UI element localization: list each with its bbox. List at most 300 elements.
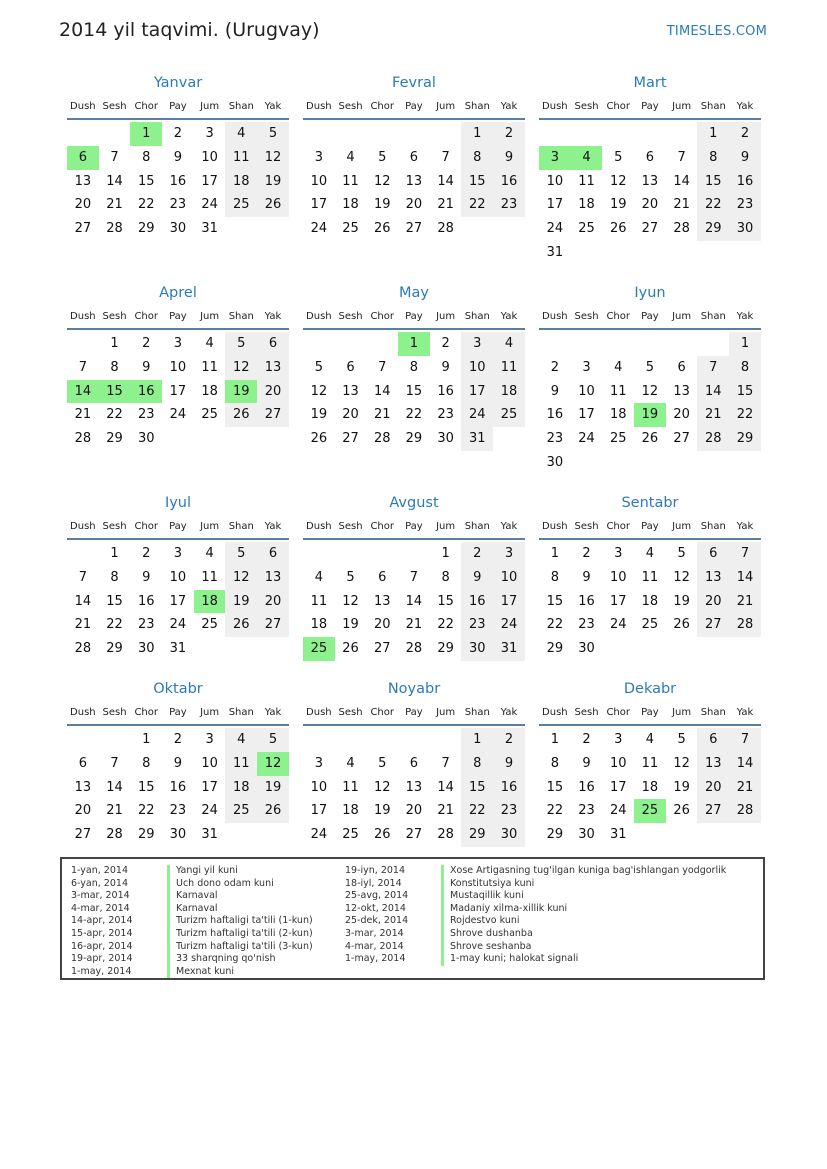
day-cell: 22 bbox=[697, 193, 729, 217]
day-cell: 23 bbox=[137, 617, 155, 633]
legend-date: 1-may, 2014 bbox=[345, 953, 406, 965]
day-cell: 2 bbox=[142, 546, 151, 561]
day-cell: 27 bbox=[74, 221, 92, 237]
day-cell: 28 bbox=[437, 827, 454, 843]
day-cell: 22 bbox=[546, 803, 564, 819]
weekday-label: Sesh bbox=[102, 521, 127, 532]
day-cell: 26 bbox=[257, 193, 289, 217]
legend-date: 3-mar, 2014 bbox=[345, 927, 404, 939]
day-cell: 25 bbox=[342, 827, 359, 843]
day-cell: 9 bbox=[173, 755, 183, 771]
weekday-label: Shan bbox=[464, 707, 490, 718]
day-cell: 8 bbox=[110, 359, 119, 375]
day-cell: 26 bbox=[373, 221, 391, 237]
day-cell: 27 bbox=[405, 221, 423, 237]
day-cell: 28 bbox=[74, 431, 92, 447]
legend-row bbox=[345, 953, 726, 966]
day-cell: 4 bbox=[346, 149, 355, 165]
day-cell: 20 bbox=[74, 803, 92, 819]
month-name: Yanvar bbox=[153, 75, 203, 91]
legend-holiday-name: Karnaval bbox=[176, 890, 218, 902]
legend-marker bbox=[167, 903, 170, 916]
legend-holiday-name: Madaniy xilma-xillik kuni bbox=[450, 902, 568, 914]
day-cell: 24 bbox=[461, 403, 493, 427]
day-cell: 11 bbox=[641, 569, 659, 585]
legend-row bbox=[71, 878, 313, 891]
day-cell: 17 bbox=[201, 173, 218, 189]
day-cell: 22 bbox=[461, 799, 493, 823]
legend-marker bbox=[167, 966, 170, 979]
day-cell: 1 bbox=[110, 336, 119, 351]
empty-cell bbox=[398, 122, 430, 146]
weekday-header bbox=[67, 702, 289, 726]
day-cell: 16 bbox=[461, 590, 493, 614]
day-cell: 13 bbox=[697, 752, 729, 776]
day-cell: 29 bbox=[437, 641, 454, 657]
month-yanvar bbox=[67, 73, 289, 241]
day-cell: 22 bbox=[461, 193, 493, 217]
day-cell: 1 bbox=[441, 546, 450, 561]
day-grid bbox=[303, 542, 525, 661]
day-cell: 25 bbox=[342, 221, 359, 237]
weekday-label: Dush bbox=[306, 707, 332, 718]
day-cell: 3 bbox=[205, 126, 214, 141]
day-cell: 10 bbox=[609, 569, 627, 585]
day-cell: 27 bbox=[697, 799, 729, 823]
day-cell: 19 bbox=[373, 197, 391, 213]
day-cell: 22 bbox=[106, 407, 123, 423]
weekday-label: Dush bbox=[306, 521, 332, 532]
weekday-label: Jum bbox=[672, 101, 692, 112]
weekday-label: Jum bbox=[200, 521, 220, 532]
day-cell: 12 bbox=[225, 566, 257, 590]
month-noyabr bbox=[303, 679, 525, 847]
weekday-header bbox=[539, 306, 761, 330]
day-cell: 1 bbox=[550, 546, 559, 561]
day-cell: 24 bbox=[609, 803, 627, 819]
weekday-label: Sesh bbox=[338, 521, 363, 532]
day-cell: 8 bbox=[409, 359, 419, 375]
day-cell: 26 bbox=[673, 803, 690, 819]
day-cell: 27 bbox=[673, 431, 690, 447]
day-cell: 21 bbox=[74, 617, 92, 633]
legend-date: 12-okt, 2014 bbox=[345, 902, 406, 914]
day-cell: 24 bbox=[609, 617, 627, 633]
weekday-label: Sesh bbox=[338, 311, 363, 322]
day-cell: 2 bbox=[493, 728, 525, 752]
brand-link[interactable]: TIMESLES.COM bbox=[666, 24, 767, 39]
weekday-label: Yak bbox=[736, 311, 754, 322]
weekday-label: Chor bbox=[134, 311, 158, 322]
legend-row bbox=[345, 865, 726, 878]
day-cell: 29 bbox=[729, 427, 761, 451]
day-cell: 9 bbox=[142, 569, 151, 585]
legend-date: 19-iyn, 2014 bbox=[345, 865, 406, 876]
weekday-label: Chor bbox=[606, 707, 630, 718]
weekday-label: Chor bbox=[606, 521, 630, 532]
legend-holiday-name: Mexnat kuni bbox=[176, 965, 234, 977]
day-cell: 18 bbox=[609, 407, 627, 423]
day-cell: 3 bbox=[314, 755, 323, 771]
day-cell: 12 bbox=[673, 755, 690, 771]
day-cell: 13 bbox=[342, 383, 359, 399]
day-cell: 31 bbox=[201, 221, 218, 237]
empty-cell bbox=[67, 332, 99, 356]
day-cell: 18 bbox=[641, 593, 659, 609]
legend-date: 14-apr, 2014 bbox=[71, 915, 133, 927]
day-cell: 5 bbox=[645, 359, 655, 375]
day-cell: 30 bbox=[578, 641, 595, 657]
day-cell: 27 bbox=[257, 403, 289, 427]
weekday-label: Pay bbox=[405, 521, 423, 532]
day-cell: 21 bbox=[106, 803, 123, 819]
weekday-label: Yak bbox=[736, 101, 754, 112]
day-cell: 19 bbox=[373, 803, 391, 819]
legend-column-left bbox=[71, 865, 313, 978]
legend-row bbox=[345, 941, 726, 954]
weekday-label: Jum bbox=[672, 311, 692, 322]
day-cell: 18 bbox=[342, 803, 359, 819]
empty-cell bbox=[398, 728, 430, 752]
day-cell: 9 bbox=[729, 146, 761, 170]
day-cell: 8 bbox=[110, 569, 119, 585]
day-cell: 9 bbox=[582, 755, 591, 771]
weekday-label: Shan bbox=[464, 101, 490, 112]
day-cell: 25 bbox=[225, 193, 257, 217]
day-cell: 8 bbox=[697, 146, 729, 170]
day-cell: 13 bbox=[697, 566, 729, 590]
day-cell: 29 bbox=[405, 431, 423, 447]
day-cell: 20 bbox=[74, 197, 92, 213]
day-cell: 27 bbox=[405, 827, 423, 843]
weekday-label: Yak bbox=[736, 707, 754, 718]
day-cell: 8 bbox=[550, 569, 559, 585]
day-cell: 23 bbox=[493, 799, 525, 823]
day-cell: 1 bbox=[461, 728, 493, 752]
day-cell: 13 bbox=[74, 173, 92, 189]
legend-marker bbox=[441, 928, 444, 941]
weekday-label: Pay bbox=[169, 101, 187, 112]
day-cell: 5 bbox=[677, 546, 686, 561]
day-cell: 7 bbox=[697, 356, 729, 380]
weekday-header bbox=[539, 96, 761, 120]
day-cell: 29 bbox=[697, 217, 729, 241]
legend-marker bbox=[441, 878, 444, 891]
legend-holiday-name: Shrove dushanba bbox=[450, 927, 533, 939]
day-cell: 4 bbox=[614, 359, 623, 375]
day-cell: 10 bbox=[310, 779, 328, 795]
day-cell: 2 bbox=[142, 336, 151, 351]
day-cell: 25 bbox=[609, 431, 627, 447]
day-cell: 1 bbox=[461, 122, 493, 146]
day-cell: 20 bbox=[257, 590, 289, 614]
day-cell: 17 bbox=[578, 407, 595, 423]
legend-marker bbox=[167, 941, 170, 954]
day-cell: 26 bbox=[373, 827, 391, 843]
day-cell: 23 bbox=[437, 407, 454, 423]
day-cell: 28 bbox=[697, 427, 729, 451]
day-cell: 17 bbox=[169, 383, 187, 399]
weekday-label: Yak bbox=[500, 101, 518, 112]
month-name: Dekabr bbox=[623, 681, 677, 697]
day-cell: 26 bbox=[609, 221, 627, 237]
day-cell: 18 bbox=[493, 380, 525, 404]
empty-cell bbox=[303, 542, 335, 566]
empty-cell bbox=[335, 332, 367, 356]
day-cell: 22 bbox=[137, 197, 155, 213]
month-name: Sentabr bbox=[621, 495, 679, 511]
day-cell: 8 bbox=[729, 356, 761, 380]
day-cell: 27 bbox=[74, 827, 92, 843]
weekday-label: Pay bbox=[169, 521, 187, 532]
day-cell: 11 bbox=[493, 356, 525, 380]
holiday-day-cell: 1 bbox=[130, 122, 162, 146]
legend-holiday-name: Karnaval bbox=[176, 902, 218, 914]
weekday-label: Dush bbox=[306, 311, 332, 322]
day-cell: 17 bbox=[310, 803, 328, 819]
day-cell: 24 bbox=[201, 197, 218, 213]
day-cell: 28 bbox=[673, 221, 690, 237]
day-cell: 11 bbox=[578, 173, 595, 189]
day-cell: 12 bbox=[342, 593, 359, 609]
day-cell: 5 bbox=[346, 569, 355, 585]
holiday-day-cell: 25 bbox=[634, 799, 666, 823]
day-cell: 4 bbox=[645, 546, 655, 561]
legend-row bbox=[345, 915, 726, 928]
weekday-header bbox=[303, 96, 525, 120]
empty-cell bbox=[602, 332, 634, 356]
day-cell: 4 bbox=[205, 336, 214, 351]
empty-cell bbox=[666, 332, 698, 356]
day-cell: 9 bbox=[441, 359, 450, 375]
empty-cell bbox=[539, 122, 571, 146]
day-cell: 15 bbox=[729, 380, 761, 404]
weekday-label: Shan bbox=[228, 707, 254, 718]
empty-cell bbox=[67, 542, 99, 566]
day-cell: 19 bbox=[342, 617, 359, 633]
day-cell: 3 bbox=[461, 332, 493, 356]
day-cell: 16 bbox=[437, 383, 454, 399]
day-cell: 23 bbox=[578, 803, 595, 819]
day-cell: 19 bbox=[310, 407, 328, 423]
day-cell: 26 bbox=[225, 403, 257, 427]
day-cell: 16 bbox=[546, 407, 564, 423]
day-cell: 18 bbox=[225, 776, 257, 800]
day-cell: 5 bbox=[314, 359, 323, 375]
day-cell: 13 bbox=[257, 566, 289, 590]
weekday-label: Shan bbox=[228, 521, 254, 532]
day-cell: 6 bbox=[257, 332, 289, 356]
day-cell: 6 bbox=[409, 149, 419, 165]
day-cell: 9 bbox=[173, 149, 183, 165]
day-cell: 11 bbox=[342, 779, 359, 795]
day-cell: 17 bbox=[546, 197, 564, 213]
weekday-label: Jum bbox=[436, 707, 456, 718]
legend-marker bbox=[441, 903, 444, 916]
weekday-label: Jum bbox=[672, 707, 692, 718]
day-cell: 26 bbox=[641, 431, 659, 447]
weekday-label: Chor bbox=[606, 101, 630, 112]
day-cell: 24 bbox=[201, 803, 218, 819]
day-cell: 22 bbox=[546, 617, 564, 633]
day-cell: 15 bbox=[405, 383, 423, 399]
weekday-label: Yak bbox=[264, 101, 282, 112]
day-cell: 4 bbox=[314, 569, 323, 585]
legend-row bbox=[71, 966, 313, 979]
legend-holiday-name: Rojdestvo kuni bbox=[450, 915, 520, 927]
day-cell: 2 bbox=[441, 336, 450, 351]
day-cell: 29 bbox=[106, 641, 123, 657]
weekday-label: Pay bbox=[641, 311, 659, 322]
day-cell: 7 bbox=[378, 359, 387, 375]
month-name: Avgust bbox=[389, 495, 439, 511]
day-cell: 6 bbox=[645, 149, 655, 165]
day-cell: 27 bbox=[342, 431, 359, 447]
day-cell: 15 bbox=[546, 593, 564, 609]
day-cell: 14 bbox=[673, 173, 690, 189]
day-cell: 19 bbox=[225, 590, 257, 614]
day-cell: 10 bbox=[169, 569, 187, 585]
day-cell: 2 bbox=[582, 732, 591, 747]
day-cell: 19 bbox=[257, 776, 289, 800]
weekday-label: Sesh bbox=[102, 101, 127, 112]
day-cell: 29 bbox=[106, 431, 123, 447]
weekday-header bbox=[539, 516, 761, 540]
day-cell: 17 bbox=[493, 590, 525, 614]
day-cell: 27 bbox=[257, 613, 289, 637]
day-cell: 5 bbox=[378, 149, 387, 165]
day-cell: 12 bbox=[641, 383, 659, 399]
day-cell: 29 bbox=[137, 827, 155, 843]
month-iyun bbox=[539, 283, 761, 475]
day-cell: 24 bbox=[578, 431, 595, 447]
empty-cell bbox=[697, 332, 729, 356]
day-cell: 29 bbox=[461, 823, 493, 847]
weekday-header bbox=[303, 516, 525, 540]
day-cell: 11 bbox=[201, 569, 218, 585]
empty-cell bbox=[366, 122, 398, 146]
legend-date: 25-dek, 2014 bbox=[345, 915, 409, 927]
weekday-label: Sesh bbox=[574, 311, 599, 322]
day-cell: 21 bbox=[729, 590, 761, 614]
day-cell: 26 bbox=[673, 617, 690, 633]
weekday-label: Dush bbox=[70, 311, 96, 322]
legend-date: 1-may, 2014 bbox=[71, 965, 132, 977]
legend-row bbox=[71, 865, 313, 878]
day-cell: 9 bbox=[493, 752, 525, 776]
day-cell: 6 bbox=[378, 569, 387, 585]
empty-cell bbox=[366, 332, 398, 356]
day-cell: 13 bbox=[405, 173, 423, 189]
empty-cell bbox=[634, 332, 666, 356]
day-cell: 27 bbox=[641, 221, 659, 237]
day-cell: 28 bbox=[405, 641, 423, 657]
legend-date: 19-apr, 2014 bbox=[71, 953, 133, 965]
day-cell: 30 bbox=[546, 454, 564, 470]
empty-cell bbox=[366, 542, 398, 566]
legend-row bbox=[345, 903, 726, 916]
day-cell: 20 bbox=[405, 197, 423, 213]
weekday-header bbox=[303, 702, 525, 726]
holiday-day-cell: 6 bbox=[67, 146, 99, 170]
weekday-label: Shan bbox=[464, 311, 490, 322]
day-cell: 25 bbox=[578, 221, 595, 237]
legend-holiday-name: Xose Artigasning tug'ilgan kuniga bag'ishlangan yodgorlik bbox=[450, 865, 727, 876]
day-grid bbox=[539, 332, 761, 475]
weekday-label: Sesh bbox=[574, 101, 599, 112]
day-cell: 19 bbox=[609, 197, 627, 213]
day-cell: 6 bbox=[677, 359, 686, 375]
day-grid bbox=[539, 542, 761, 661]
day-cell: 3 bbox=[582, 359, 591, 375]
day-cell: 21 bbox=[437, 197, 454, 213]
empty-cell bbox=[430, 728, 462, 752]
weekday-header bbox=[67, 96, 289, 120]
day-cell: 16 bbox=[578, 779, 595, 795]
day-cell: 6 bbox=[409, 755, 419, 771]
day-cell: 7 bbox=[677, 149, 686, 165]
day-cell: 24 bbox=[169, 407, 187, 423]
empty-cell bbox=[634, 122, 666, 146]
day-cell: 7 bbox=[409, 569, 419, 585]
day-cell: 13 bbox=[641, 173, 659, 189]
day-cell: 15 bbox=[137, 779, 155, 795]
empty-cell bbox=[571, 122, 603, 146]
day-cell: 26 bbox=[310, 431, 328, 447]
day-cell: 8 bbox=[142, 755, 151, 771]
day-cell: 10 bbox=[493, 566, 525, 590]
legend-marker bbox=[167, 953, 170, 966]
day-cell: 10 bbox=[310, 173, 328, 189]
legend-holiday-name: Yangi yil kuni bbox=[176, 865, 238, 876]
holiday-day-cell: 14 bbox=[67, 380, 99, 404]
day-cell: 4 bbox=[205, 546, 214, 561]
day-cell: 24 bbox=[546, 221, 564, 237]
day-cell: 20 bbox=[342, 407, 359, 423]
day-cell: 30 bbox=[729, 217, 761, 241]
day-cell: 3 bbox=[314, 149, 323, 165]
weekday-label: Jum bbox=[436, 311, 456, 322]
day-cell: 12 bbox=[373, 779, 391, 795]
day-cell: 4 bbox=[493, 332, 525, 356]
weekday-label: Pay bbox=[169, 707, 187, 718]
day-cell: 7 bbox=[110, 149, 119, 165]
empty-cell bbox=[430, 122, 462, 146]
day-cell: 5 bbox=[257, 122, 289, 146]
day-cell: 19 bbox=[673, 593, 690, 609]
day-cell: 28 bbox=[729, 799, 761, 823]
month-oktabr bbox=[67, 679, 289, 847]
legend-date: 25-avg, 2014 bbox=[345, 890, 409, 902]
day-cell: 30 bbox=[169, 221, 187, 237]
legend-marker bbox=[441, 865, 444, 878]
day-cell: 8 bbox=[461, 146, 493, 170]
legend-holiday-name: Turizm haftaligi ta'tili (2-kun) bbox=[176, 927, 313, 939]
day-cell: 13 bbox=[405, 779, 423, 795]
day-cell: 13 bbox=[257, 356, 289, 380]
holiday-day-cell: 19 bbox=[634, 403, 666, 427]
day-cell: 11 bbox=[641, 755, 659, 771]
weekday-label: Shan bbox=[228, 101, 254, 112]
weekday-label: Sesh bbox=[574, 521, 599, 532]
day-cell: 25 bbox=[201, 407, 218, 423]
day-cell: 16 bbox=[578, 593, 595, 609]
day-cell: 25 bbox=[201, 617, 218, 633]
day-cell: 31 bbox=[201, 827, 218, 843]
day-cell: 18 bbox=[225, 170, 257, 194]
weekday-label: Pay bbox=[405, 707, 423, 718]
day-cell: 30 bbox=[169, 827, 187, 843]
